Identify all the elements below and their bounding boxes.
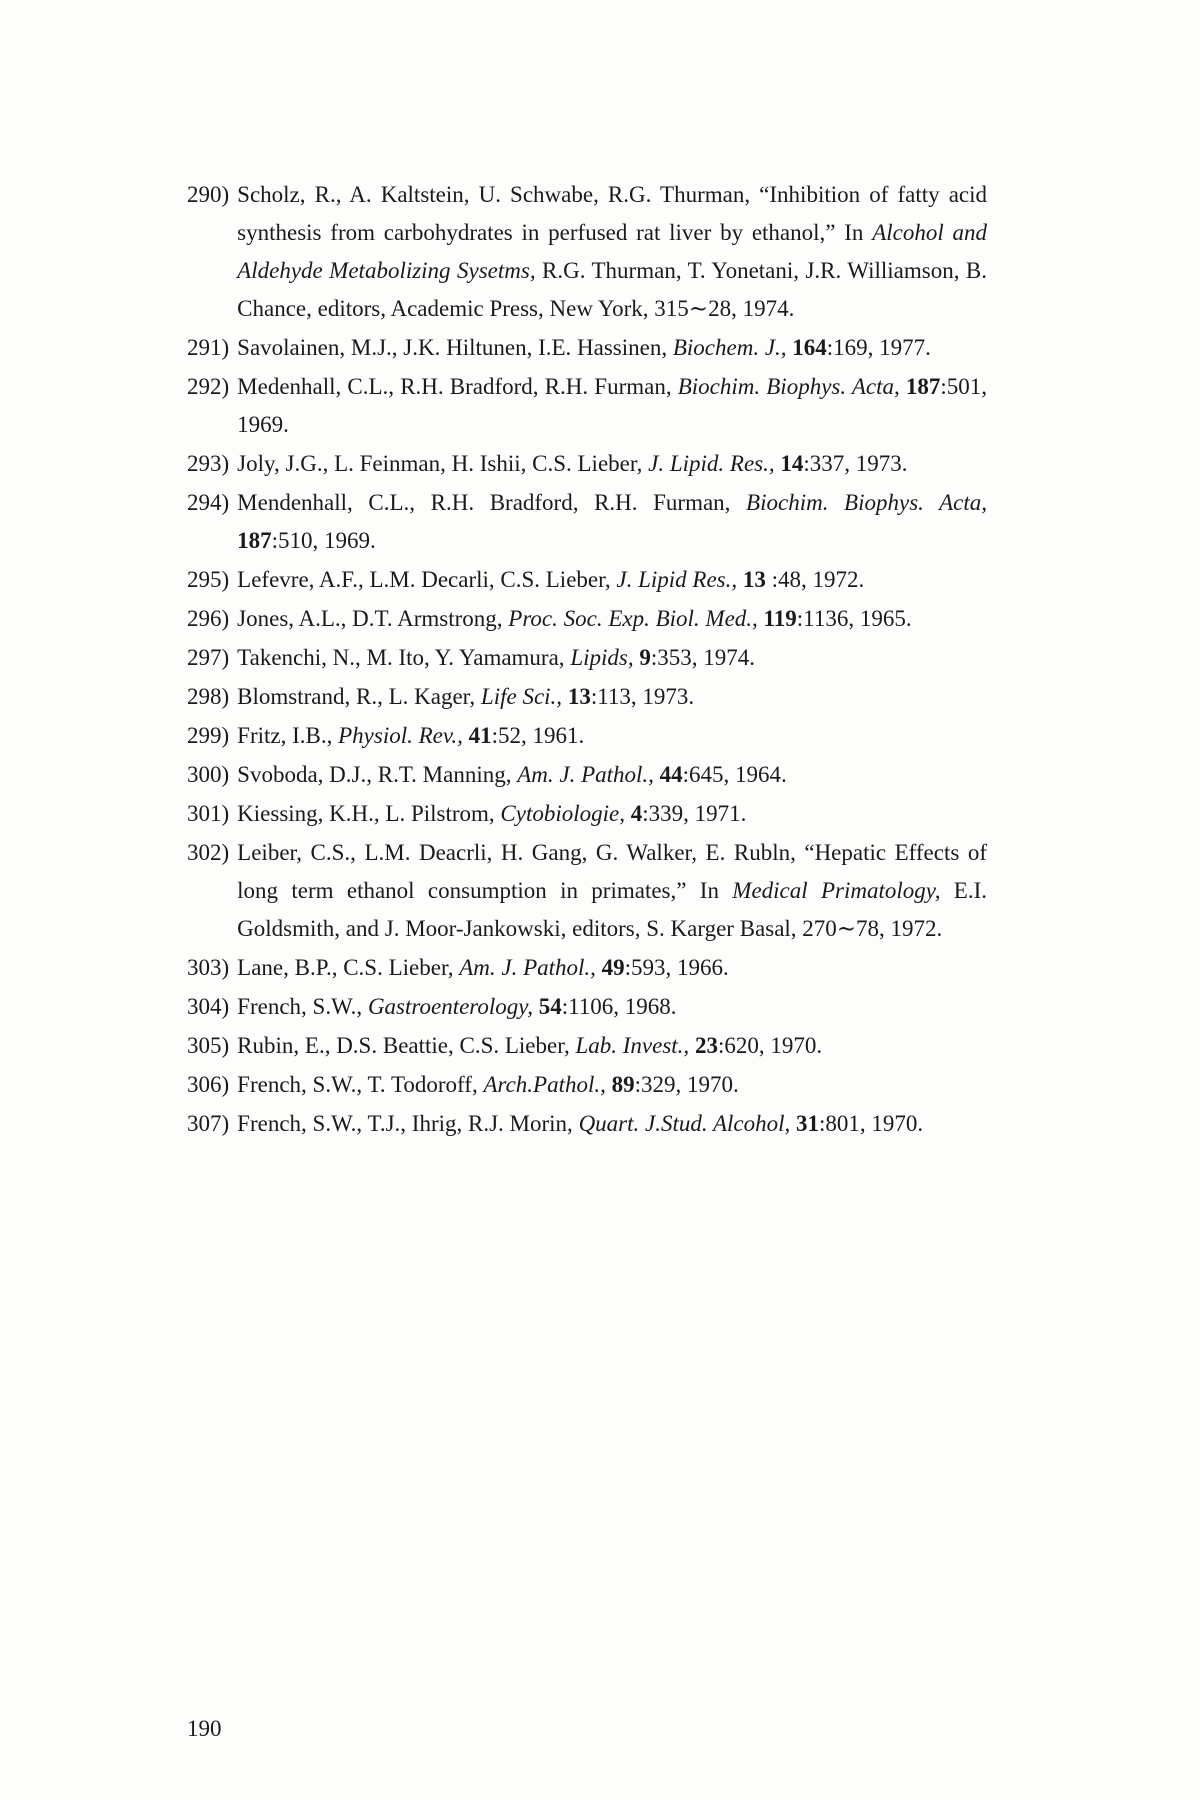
reference-text [237,639,987,677]
volume-number: 49 [601,955,625,980]
citation-text: :645, 1964. [682,762,787,787]
reference-number: 299) [187,723,230,748]
citation-text: E.I. Goldsmith, and J. Moor-Jankowski, editors, S. Karger Basal, 270∼78, 1972. [237,878,987,941]
reference-number: 301) [187,801,230,826]
reference-text [237,756,987,794]
citation-text: :1136, 1965. [796,606,912,631]
reference-number: 304) [187,994,230,1019]
citation-text: :501, 1969. [237,374,987,437]
volume-number: 187 [905,374,941,399]
citation-text: Takenchi, N., M. Ito, Y. Yamamura, [237,645,571,670]
volume-number: 13 [567,684,591,709]
citation-text: :620, 1970. [717,1033,823,1058]
reference-list [187,176,987,1144]
reference-item [187,795,987,833]
reference-text [237,678,987,716]
citation-text: Svoboda, D.J., R.T. Manning, [237,762,518,787]
citation-text: R.G. Thurman, T. Yonetani, J.R. Williamson, B. Chance, editors, Academic Press, New York, 315∼28, 1974. [237,258,987,321]
volume-number: 31 [795,1111,819,1136]
volume-number: 13 [742,567,766,592]
volume-number: 9 [639,645,651,670]
citation-text: Joly, J.G., L. Feinman, H. Ishii, C.S. Lieber, [237,451,649,476]
reference-item [187,988,987,1026]
volume-number: 54 [538,994,562,1019]
reference-text [237,1066,987,1104]
reference-item [187,639,987,677]
citation-text: Kiessing, K.H., L. Pilstrom, [237,801,501,826]
citation-text: Scholz, R., A. Kaltstein, U. Schwabe, R.G. Thurman, “Inhibition of fatty acid synthesis from carbohydrates in perfused rat liver by ethanol,” In [237,182,987,245]
reference-text [237,368,987,444]
citation-text: French, S.W., T.J., Ihrig, R.J. Morin, [237,1111,579,1136]
citation-text: Jones, A.L., D.T. Armstrong, [237,606,509,631]
journal-title: Physiol. Rev., [338,723,463,748]
reference-number: 306) [187,1072,230,1097]
reference-item [187,834,987,948]
volume-number: 23 [694,1033,718,1058]
journal-title: Lipids, [570,645,634,670]
citation-text: Lefevre, A.F., L.M. Decarli, C.S. Lieber, [237,567,617,592]
reference-item [187,1027,987,1065]
reference-number: 303) [187,955,230,980]
reference-item [187,600,987,638]
reference-item [187,445,987,483]
citation-text: Lane, B.P., C.S. Lieber, [237,955,460,980]
journal-title: Proc. Soc. Exp. Biol. Med., [508,606,758,631]
citation-text: :169, 1977. [826,335,931,360]
citation-text: Rubin, E., D.S. Beattie, C.S. Lieber, [237,1033,576,1058]
reference-text [237,988,987,1026]
journal-title: Biochim. Biophys. Acta, [677,374,900,399]
reference-text [237,1027,987,1065]
reference-text [237,949,987,987]
reference-number: 290) [187,182,230,207]
citation-text: :593, 1966. [624,955,729,980]
reference-number: 293) [187,451,230,476]
reference-number: 300) [187,762,230,787]
reference-number: 302) [187,840,230,865]
citation-text: :48, 1972. [765,567,865,592]
citation-text: :353, 1974. [650,645,755,670]
citation-text: :339, 1971. [642,801,747,826]
reference-text [237,176,987,328]
reference-item [187,678,987,716]
reference-number: 307) [187,1111,230,1136]
journal-title: Arch.Pathol., [483,1072,606,1097]
citation-text: Medenhall, C.L., R.H. Bradford, R.H. Furman, [237,374,678,399]
reference-text [237,834,987,948]
reference-item [187,329,987,367]
volume-number: 4 [630,801,643,826]
citation-text: Leiber, C.S., L.M. Deacrli, H. Gang, G. Walker, E. Rubln, “Hepatic Effects of long term ethanol consumption in primates,” In [237,840,987,903]
citation-text: :329, 1970. [634,1072,739,1097]
journal-title: Am. J. Pathol., [517,762,654,787]
citation-text: :510, 1969. [271,528,376,553]
journal-title: Quart. J.Stud. Alcohol, [578,1111,791,1136]
journal-title: J. Lipid Res., [616,567,738,592]
journal-title: Alcohol and Aldehyde Metabolizing Sysetms, [237,220,987,283]
reference-item [187,561,987,599]
reference-item [187,368,987,444]
journal-title: Gastroenterology, [367,994,533,1019]
citation-text: Savolainen, M.J., J.K. Hiltunen, I.E. Hassinen, [237,335,673,360]
reference-item [187,176,987,328]
reference-item [187,484,987,560]
journal-title: Cytobiologie, [500,801,625,826]
reference-text [237,795,987,833]
citation-text: :801, 1970. [818,1111,924,1136]
reference-number: 296) [187,606,230,631]
volume-number: 187 [237,528,272,553]
reference-text [237,717,987,755]
volume-number: 119 [763,606,797,631]
reference-number: 305) [187,1033,230,1058]
citation-text: :1106, 1968. [561,994,677,1019]
reference-item [187,1066,987,1104]
reference-item [187,717,987,755]
reference-number: 294) [187,490,230,515]
citation-text: French, S.W., [237,994,368,1019]
reference-item [187,1105,987,1143]
reference-text [237,484,987,560]
volume-number: 164 [792,335,827,360]
reference-text [237,600,987,638]
reference-number: 298) [187,684,230,709]
volume-number: 14 [780,451,804,476]
reference-number: 291) [187,335,230,360]
citation-text: Fritz, I.B., [237,723,339,748]
journal-title: Biochem. J., [672,335,787,360]
reference-number: 297) [187,645,230,670]
citation-text: :337, 1973. [803,451,908,476]
reference-text [237,561,987,599]
reference-text [237,1105,987,1143]
journal-title: Medical Primatology, [732,878,941,903]
citation-text: French, S.W., T. Todoroff, [237,1072,484,1097]
journal-title: Lab. Invest., [575,1033,690,1058]
reference-text [237,445,987,483]
reference-number: 295) [187,567,230,592]
volume-number: 89 [611,1072,635,1097]
citation-text: Mendenhall, C.L., R.H. Bradford, R.H. Furman, [237,490,747,515]
page-number: 190 [187,1716,222,1741]
volume-number: 44 [659,762,683,787]
volume-number: 41 [468,723,492,748]
reference-item [187,756,987,794]
citation-text: :52, 1961. [491,723,585,748]
journal-title: Am. J. Pathol., [459,955,596,980]
reference-item [187,949,987,987]
journal-title: Biochim. Biophys. Acta, [746,490,987,515]
journal-title: J. Lipid. Res., [648,451,775,476]
citation-text: :113, 1973. [590,684,695,709]
reference-text [237,329,987,367]
journal-title: Life Sci., [480,684,563,709]
citation-text: Blomstrand, R., L. Kager, [237,684,481,709]
reference-number: 292) [187,374,230,399]
